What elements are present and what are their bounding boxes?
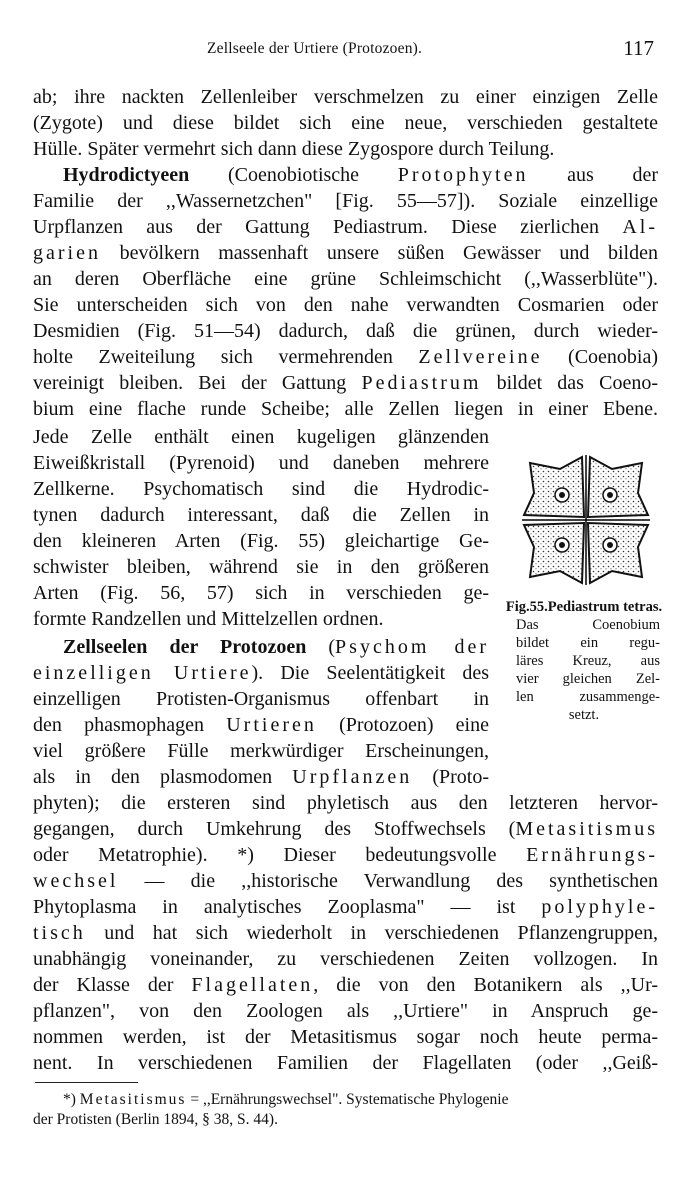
body-line: Zellseelen der Protozoen (Psychom der <box>63 636 489 658</box>
body-line: Phytoplasma in analytisches Zooplasma" — ist polyphyle- <box>33 896 658 918</box>
body-line: wechsel — die ,,historische Verwandlung des synthetischen <box>33 870 658 892</box>
footnote-line: der Protisten (Berlin 1894, § 38, S. 44). <box>33 1111 278 1128</box>
body-line: den phasmophagen Urtieren (Protozoen) eine <box>33 714 489 736</box>
caption-line: läres Kreuz, aus <box>516 653 660 669</box>
body-line: vereinigt bleiben. Bei der Gattung Pediastrum bildet das Coeno- <box>33 372 658 394</box>
body-line: (Zygote) und diese bildet sich eine neue, verschieden gestaltete <box>33 112 658 134</box>
page-number: 117 <box>623 36 654 60</box>
body-line: ab; ihre nackten Zellenleiber verschmelzen zu einer einzigen Zelle <box>33 86 658 108</box>
body-line: Familie der ,,Wassernetzchen" [Fig. 55—57]). Soziale einzellige <box>33 190 658 212</box>
body-line: an deren Oberfläche eine grüne Schleimschicht (,,Wasserblüte"). <box>33 268 658 290</box>
footnote-rule <box>35 1082 138 1083</box>
term-hydrodictyeen: Hydrodictyeen <box>63 164 190 186</box>
body-line: Arten (Fig. 56, 57) sich in verschieden ge- <box>33 582 489 604</box>
body-line: Hülle. Später vermehrt sich dann diese Zygospore durch Teilung. <box>33 138 555 160</box>
body-line: bium eine flache runde Scheibe; alle Zellen liegen in einer Ebene. <box>33 398 658 420</box>
body-line: der Klasse der Flagellaten, die von den Botanikern als ,,Ur- <box>33 974 658 996</box>
footnote-line: *) Metasitismus = ,,Ernährungswechsel". Systematische Phylogenie <box>63 1091 509 1108</box>
cell-top-right <box>588 457 648 517</box>
body-line: Hydrodictyeen (Coenobiotische Protophyten aus der <box>63 164 658 186</box>
body-line: holte Zweiteilung sich vermehrenden Zellvereine (Coenobia) <box>33 346 658 368</box>
caption-line: vier gleichen Zel- <box>516 671 660 687</box>
body-line: als in den plasmodomen Urpflanzen (Proto- <box>33 766 489 788</box>
cell-top-left <box>524 457 584 517</box>
figure-caption-title: Fig.55.Pediastrum tetras. <box>505 599 663 615</box>
body-line: tisch und hat sich wiederholt in verschiedenen Pflanzengruppen, <box>33 922 658 944</box>
page-header <box>0 38 696 68</box>
body-line: viel größere Fülle merkwürdiger Erscheinungen, <box>33 740 489 762</box>
figure-caption <box>500 598 668 724</box>
running-title: Zellseele der Urtiere (Protozoen). <box>207 40 423 57</box>
body-line: schwister bleiben, während sie in den größeren <box>33 556 489 578</box>
body-line: garien bevölkern massenhaft unsere süßen Gewässer und bilden <box>33 242 658 264</box>
body-line: Eiweißkristall (Pyrenoid) und daneben mehrere <box>33 452 489 474</box>
body-line: pflanzen", von den Zoologen als ,,Urtiere" in Anspruch ge- <box>33 1000 658 1022</box>
body-line: einzelligen Urtiere). Die Seelentätigkeit des <box>33 662 489 684</box>
body-line: gegangen, durch Umkehrung des Stoffwechsels (Metasitismus <box>33 818 658 840</box>
body-line: einzelligen Protisten-Organismus offenbart in <box>33 688 489 710</box>
cell-bottom-right <box>588 523 648 583</box>
caption-line: setzt. <box>568 707 600 723</box>
body-line: Sie unterscheiden sich von den nahe verwandten Cosmarien oder <box>33 294 658 316</box>
caption-line: len zusammenge- <box>516 689 660 705</box>
body-line: nent. In verschiedenen Familien der Flagellaten (oder ,,Geiß- <box>33 1052 658 1074</box>
body-line: tynen dadurch interessant, daß die Zellen in <box>33 504 489 526</box>
body-line: unabhängig voneinander, zu verschiedenen Zeiten vollzogen. In <box>33 948 658 970</box>
body-line: oder Metatrophie). *) Dieser bedeutungsvolle Ernährungs- <box>33 844 658 866</box>
cell-bottom-left <box>524 523 584 583</box>
caption-line: Das Coenobium <box>516 617 660 633</box>
body-line: phyten); die ersteren sind phyletisch aus den letzteren hervor- <box>33 792 658 814</box>
body-line: formte Randzellen und Mittelzellen ordnen. <box>33 608 384 630</box>
body-line: den kleineren Arten (Fig. 55) gleichartige Ge- <box>33 530 489 552</box>
body-line: Desmidien (Fig. 51—54) dadurch, daß die grünen, durch wieder- <box>33 320 658 342</box>
caption-line: bildet ein regu- <box>516 635 660 651</box>
body-line: Urpflanzen aus der Gattung Pediastrum. Diese zierlichen Al- <box>33 216 658 238</box>
section-heading: Zellseelen der Protozoen <box>63 636 307 658</box>
pediastrum-tetras-figure <box>522 455 650 585</box>
body-line: nommen werden, ist der Metasitismus sogar noch heute perma- <box>33 1026 658 1048</box>
body-line: Jede Zelle enthält einen kugeligen glänzenden <box>33 426 489 448</box>
body-line: Zellkerne. Psychomatisch sind die Hydrodic- <box>33 478 489 500</box>
